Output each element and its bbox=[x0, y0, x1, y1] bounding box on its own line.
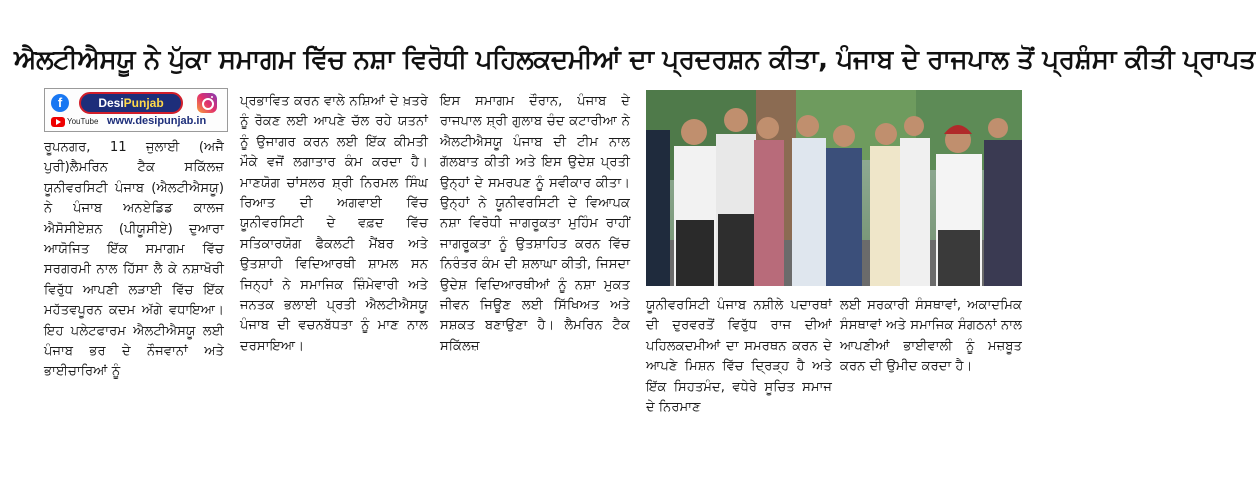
youtube-icon[interactable] bbox=[51, 117, 65, 127]
desi-punjab-logo bbox=[79, 92, 183, 114]
article-headline: ਐਲਟੀਐਸਯੂ ਨੇ ਪੁੱਕਾ ਸਮਾਗਮ ਵਿੱਚ ਨਸ਼ਾ ਵਿਰੋਧੀ ਪਹਿਲਕਦਮੀਆਂ ਦਾ ਪ੍ਰਦਰਸ਼ਨ ਕੀਤਾ, ਪੰਜਾਬ ਦੇ ਰਾਜਪਾਲ ਤੋਂ ਪ੍ਰਸ਼ੰਸਾ ਕੀਤੀ ਪ੍ਰਾਪਤ bbox=[14, 45, 1256, 75]
group-photo-illustration bbox=[646, 90, 1022, 286]
article-column-4 bbox=[646, 296, 832, 418]
event-group-photo bbox=[646, 90, 1022, 286]
column-4-text: ਯੂਨੀਵਰਸਿਟੀ ਪੰਜਾਬ ਨਸ਼ੀਲੇ ਪਦਾਰਥਾਂ ਦੀ ਦੁਰਵਰਤੋਂ ਵਿਰੁੱਧ ਰਾਜ ਦੀਆਂ ਪਹਿਲਕਦਮੀਆਂ ਦਾ ਸਮਰਥਨ ਕਰਨ ਦੇ ਆਪਣੇ ਮਿਸ਼ਨ ਵਿੱਚ ਦ੍ਰਿੜ੍ਹ ਹੈ ਅਤੇ ਇੱਕ ਸਿਹਤਮੰਦ, ਵਧੇਰੇ ਸੂਚਿਤ ਸਮਾਜ ਦੇ ਨਿਰਮਾਣ bbox=[646, 298, 832, 416]
instagram-icon[interactable] bbox=[197, 93, 217, 113]
website-link[interactable]: www.desipunjab.in bbox=[107, 115, 207, 127]
logo-punjab-text: Punjab bbox=[123, 96, 164, 110]
youtube-label: YouTube bbox=[67, 117, 99, 126]
facebook-icon[interactable]: f bbox=[51, 94, 69, 112]
article-column-1 bbox=[44, 138, 224, 383]
logo-desi-text: Desi bbox=[98, 96, 124, 110]
article-column-2 bbox=[240, 92, 428, 357]
column-5-text: ਲਈ ਸਰਕਾਰੀ ਸੰਸਥਾਵਾਂ, ਅਕਾਦਮਿਕ ਸੰਸਥਾਵਾਂ ਅਤੇ ਸਮਾਜਿਕ ਸੰਗਠਨਾਂ ਨਾਲ ਆਪਣੀਆਂ ਭਾਈਵਾਲੀ ਨੂੰ ਮਜ਼ਬੂਤ ਕਰਨ ਦੀ ਉਮੀਦ ਕਰਦਾ ਹੈ। bbox=[840, 298, 1022, 375]
column-2-text: ਪ੍ਰਭਾਵਿਤ ਕਰਨ ਵਾਲੇ ਨਸ਼ਿਆਂ ਦੇ ਖ਼ਤਰੇ ਨੂੰ ਰੋਕਣ ਲਈ ਆਪਣੇ ਚੱਲ ਰਹੇ ਯਤਨਾਂ ਨੂੰ ਉਜਾਗਰ ਕਰਨ ਲਈ ਇੱਕ ਕੀਮਤੀ ਮੌਕੇ ਵਜੋਂ ਲਗਾਤਾਰ ਕੰਮ ਕਰਦਾ ਹੈ। ਮਾਣਯੋਗ ਚਾਂਸਲਰ ਸ਼੍ਰੀ ਨਿਰਮਲ ਸਿੰਘ ਰਿਆਤ ਦੀ ਅਗਵਾਈ ਵਿੱਚ ਯੂਨੀਵਰਸਿਟੀ ਦੇ ਵਫ਼ਦ ਵਿੱਚ ਸਤਿਕਾਰਯੋਗ ਫੈਕਲਟੀ ਮੈਂਬਰ ਅਤੇ ਉਤਸ਼ਾਹੀ ਵਿਦਿਆਰਥੀ ਸ਼ਾਮਲ ਸਨ ਜਿਨ੍ਹਾਂ ਨੇ ਸਮਾਜਿਕ ਜ਼ਿੰਮੇਵਾਰੀ ਅਤੇ ਜਨਤਕ ਭਲਾਈ ਪ੍ਰਤੀ ਐਲਟੀਐਸਯੂ ਪੰਜਾਬ ਦੀ ਵਚਨਬੱਧਤਾ ਨੂੰ ਮਾਣ ਨਾਲ ਦਰਸਾਇਆ। bbox=[240, 94, 428, 354]
column-3-text: ਇਸ ਸਮਾਗਮ ਦੌਰਾਨ, ਪੰਜਾਬ ਦੇ ਰਾਜਪਾਲ ਸ਼੍ਰੀ ਗੁਲਾਬ ਚੰਦ ਕਟਾਰੀਆ ਨੇ ਐਲਟੀਐਸਯੂ ਪੰਜਾਬ ਦੀ ਟੀਮ ਨਾਲ ਗੱਲਬਾਤ ਕੀਤੀ ਅਤੇ ਇਸ ਉਦੇਸ਼ ਪ੍ਰਤੀ ਉਨ੍ਹਾਂ ਦੇ ਸਮਰਪਣ ਨੂੰ ਸਵੀਕਾਰ ਕੀਤਾ। ਉਨ੍ਹਾਂ ਨੇ ਯੂਨੀਵਰਸਿਟੀ ਦੇ ਵਿਆਪਕ ਨਸ਼ਾ ਵਿਰੋਧੀ ਜਾਗਰੂਕਤਾ ਮੁਹਿੰਮ ਰਾਹੀਂ ਜਾਗਰੂਕਤਾ ਨੂੰ ਉਤਸ਼ਾਹਿਤ ਕਰਨ ਵਿੱਚ ਨਿਰੰਤਰ ਕੰਮ ਦੀ ਸ਼ਲਾਘਾ ਕੀਤੀ, ਜਿਸਦਾ ਉਦੇਸ਼ ਵਿਦਿਆਰਥੀਆਂ ਨੂੰ ਨਸ਼ਾ ਮੁਕਤ ਜੀਵਨ ਜਿਊਣ ਲਈ ਸਿੱਖਿਅਤ ਅਤੇ ਸਸ਼ਕਤ ਬਣਾਉਣਾ ਹੈ। ਲੈਮਰਿਨ ਟੈਕ ਸਕਿੱਲਜ਼ bbox=[440, 94, 630, 354]
column-1-text: ਰੂਪਨਗਰ, 11 ਜੁਲਾਈ (ਅਜੈ ਪੁਰੀ)ਲੈਮਰਿਨ ਟੈਕ ਸਕਿੱਲਜ਼ ਯੂਨੀਵਰਸਿਟੀ ਪੰਜਾਬ (ਐਲਟੀਐਸਯੂ) ਨੇ ਪੰਜਾਬ ਅਨਏਡਿਡ ਕਾਲਜ ਐਸੋਸੀਏਸ਼ਨ (ਪੀਯੂਸੀਏ) ਦੁਆਰਾ ਆਯੋਜਿਤ ਇੱਕ ਸਮਾਗਮ ਵਿੱਚ ਸਰਗਰਮੀ ਨਾਲ ਹਿੱਸਾ ਲੈ ਕੇ ਨਸ਼ਾਖੋਰੀ ਵਿਰੁੱਧ ਆਪਣੀ ਲੜਾਈ ਵਿੱਚ ਇੱਕ ਮਹੱਤਵਪੂਰਨ ਕਦਮ ਅੱਗੇ ਵਧਾਇਆ। ਇਹ ਪਲੇਟਫਾਰਮ ਐਲਟੀਐਸਯੂ ਲਈ ਪੰਜਾਬ ਭਰ ਦੇ ਨੌਜਵਾਨਾਂ ਅਤੇ ਭਾਈਚਾਰਿਆਂ ਨੂੰ bbox=[44, 140, 224, 380]
desi-punjab-banner[interactable] bbox=[44, 88, 228, 132]
article-column-3 bbox=[440, 92, 630, 357]
article-column-5 bbox=[840, 296, 1022, 378]
